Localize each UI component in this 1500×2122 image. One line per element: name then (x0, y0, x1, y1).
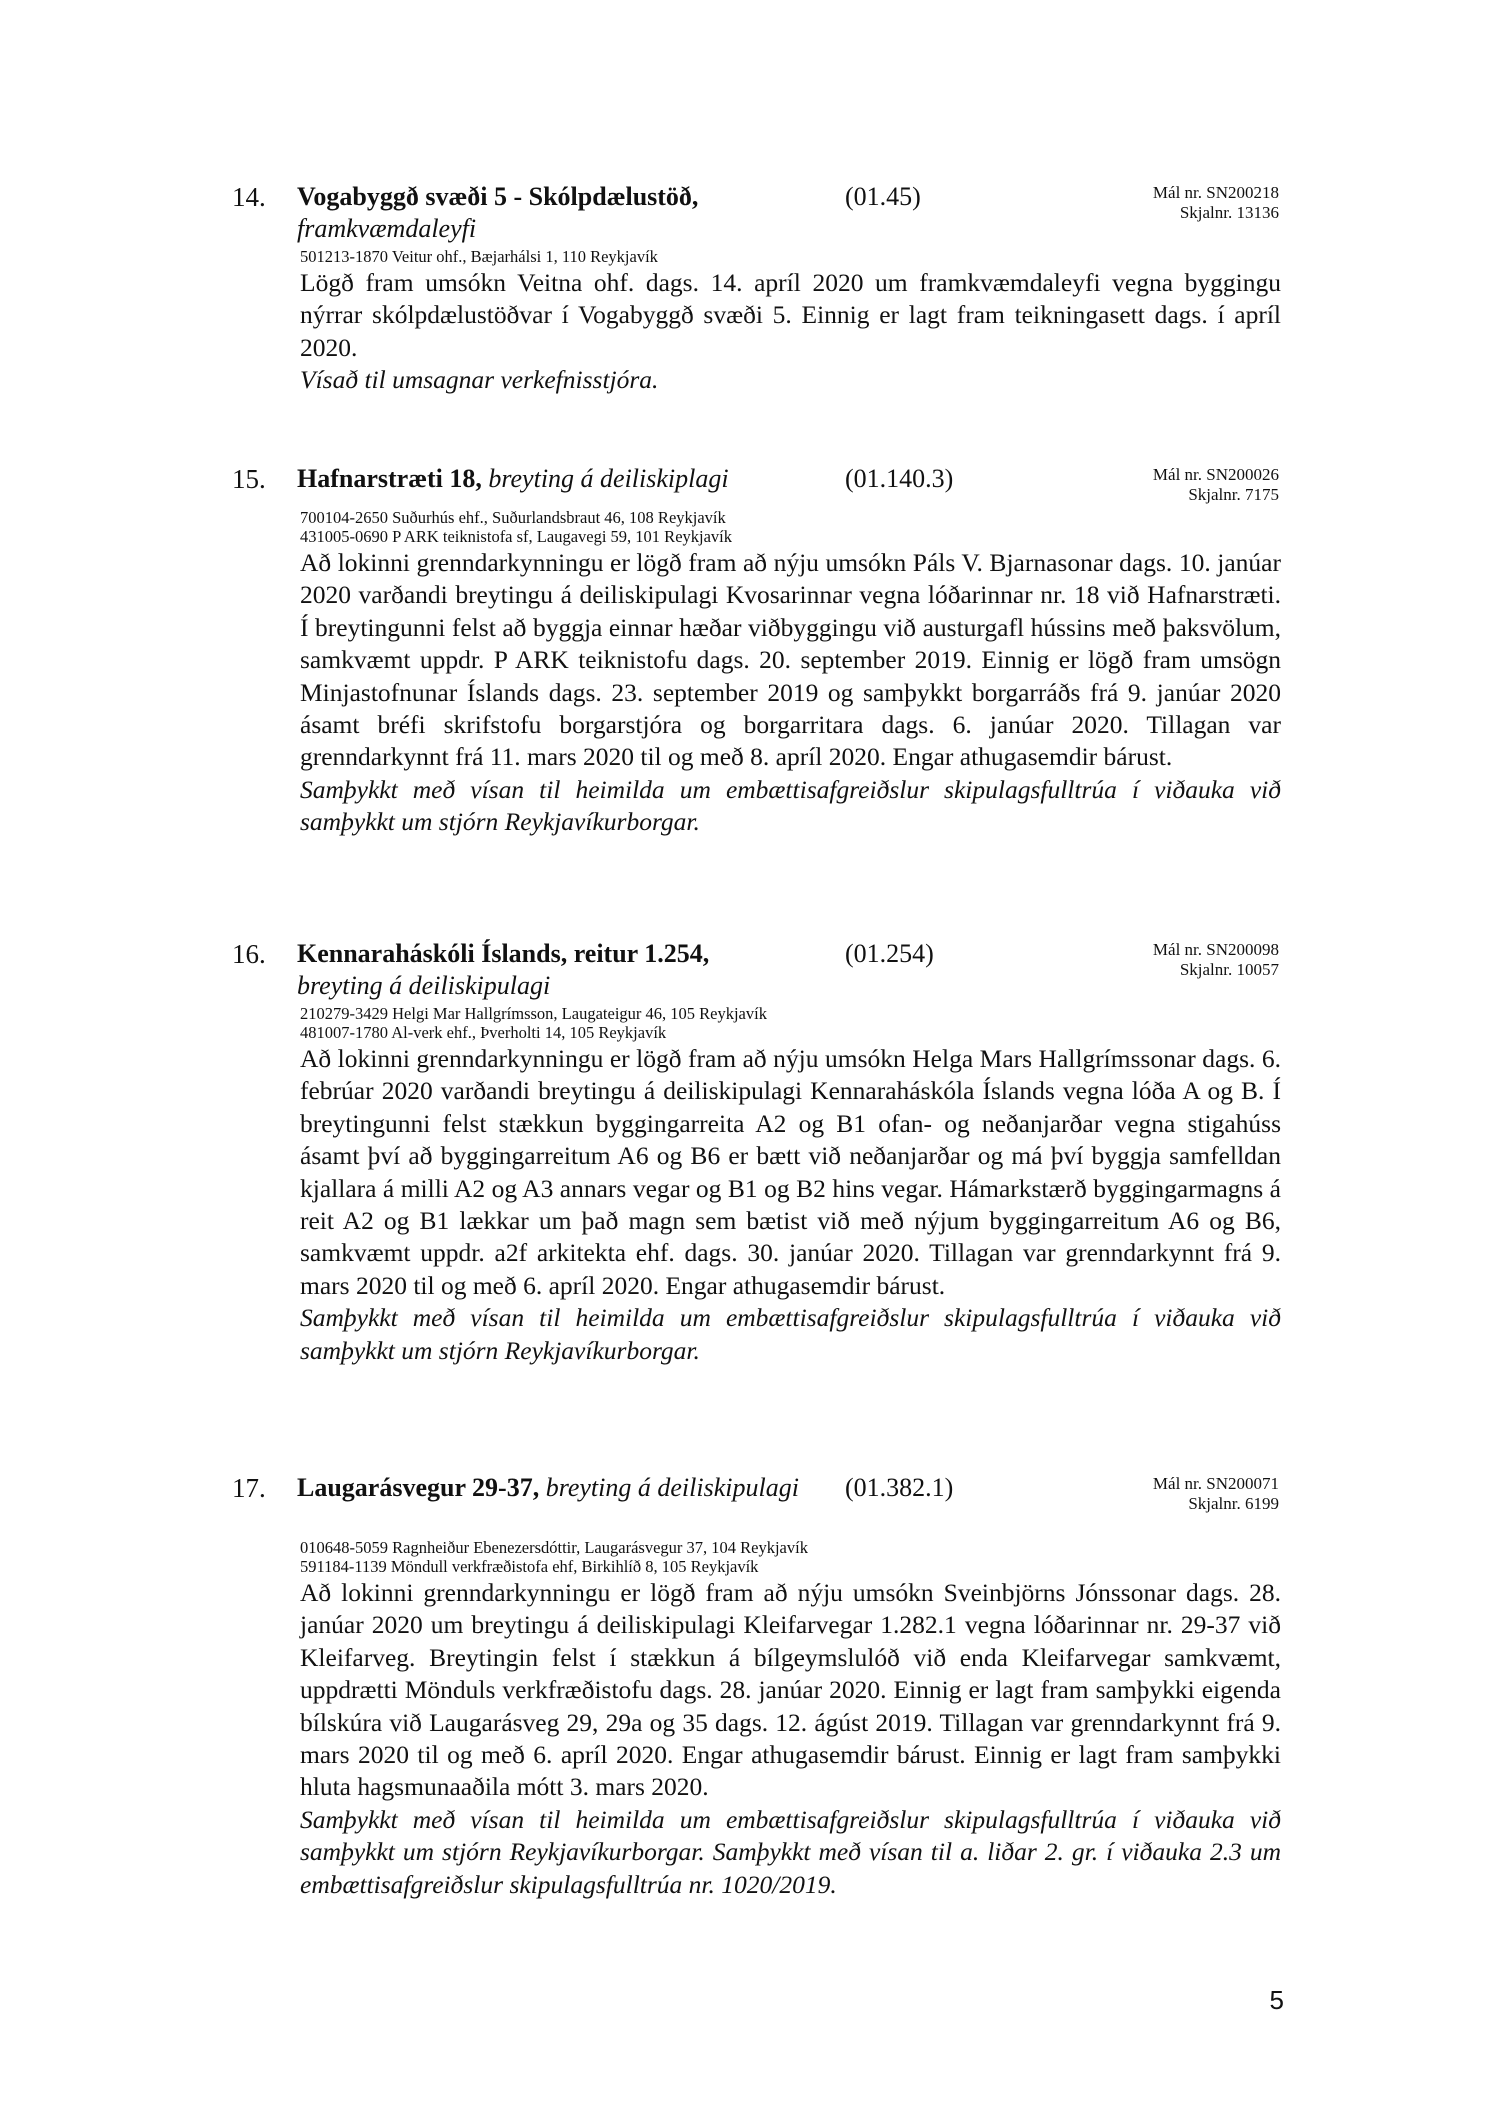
item-meta (1153, 940, 1279, 980)
item-description: Að lokinni grenndarkynningu er lögð fram að nýju umsókn Sveinbjörns Jónssonar dags. 28. janúar 2020 um breytingu á deiliskipulagi Kleifarvegar 1.282.1 vegna lóðarinnar nr. 29-37 við Kleifarveg. Breytingin felst í stækkun á bílgeymslulóð við enda Kleifarvegar samkvæmt, uppdrætti Mönduls verkfræðistofu dags. 28. janúar 2020. Einnig er lagt fram samþykki eigenda bílskúra við Laugarásveg 29, 29a og 35 dags. 12. ágúst 2019. Tillagan var grenndarkynnt frá 9. mars 2020 til og með 6. apríl 2020. Engar athugasemdir bárust. Einnig er lagt fram samþykki hluta hagsmunaaðila mótt 3. mars 2020. (300, 1578, 1281, 1802)
item-code: (01.140.3) (845, 464, 954, 493)
mal-nr: Mál nr. SN200218 (1152, 183, 1279, 202)
item-description: Lögð fram umsókn Veitna ohf. dags. 14. apríl 2020 um framkvæmdaleyfi vegna byggingu nýrrar skólpdælustöðvar í Vogabyggð svæði 5. Einnig er lagt fram teikningasett dags. í apríl 2020. (300, 268, 1281, 362)
item-number: 15. (232, 464, 266, 494)
applicant: 501213-1870 Veitur ohf., Bæjarhálsi 1, 110 Reykjavík (300, 247, 658, 266)
applicant-list (300, 508, 732, 546)
item-meta (1153, 183, 1279, 223)
applicant: 481007-1780 Al-verk ehf., Þverholti 14, 105 Reykjavík (300, 1023, 667, 1042)
applicant: 010648-5059 Ragnheiður Ebenezersdóttir, Laugarásvegur 37, 104 Reykjavík (300, 1538, 808, 1557)
item-body (300, 1043, 1281, 1367)
item-title-italic: framkvæmdaleyfi (297, 214, 477, 243)
skjalnr: Skjalnr. 6199 (1188, 1494, 1279, 1513)
applicant: 700104-2650 Suðurhús ehf., Suðurlandsbraut 46, 108 Reykjavík (300, 508, 726, 527)
item-title-bold: Vogabyggð svæði 5 - Skólpdælustöð, (297, 182, 699, 211)
item-title-italic: breyting á deiliskipulagi (545, 1473, 799, 1502)
item-title (297, 938, 857, 1002)
mal-nr: Mál nr. SN200071 (1152, 1474, 1279, 1493)
item-title-bold: Kennaraháskóli Íslands, reitur 1.254, (297, 939, 710, 968)
mal-nr: Mál nr. SN200026 (1152, 465, 1279, 484)
applicant: 591184-1139 Möndull verkfræðistofa ehf, Birkihlíð 8, 105 Reykjavík (300, 1557, 759, 1576)
item-title (297, 181, 857, 245)
item-number: 16. (232, 939, 266, 969)
mal-nr: Mál nr. SN200098 (1152, 940, 1279, 959)
item-decision: Vísað til umsagnar verkefnisstjóra. (300, 365, 659, 395)
item-code: (01.45) (845, 182, 921, 211)
item-title-bold: Laugarásvegur 29-37, (297, 1473, 540, 1502)
item-body (300, 547, 1281, 839)
item-meta (1153, 1474, 1279, 1514)
item-body (300, 267, 1281, 397)
item-body (300, 1577, 1281, 1901)
item-number: 17. (232, 1473, 266, 1503)
item-code: (01.382.1) (845, 1473, 954, 1502)
page-number: 5 (1269, 1985, 1284, 2015)
applicant: 210279-3429 Helgi Mar Hallgrímsson, Laugateigur 46, 105 Reykjavík (300, 1004, 767, 1023)
item-number: 14. (232, 182, 266, 212)
skjalnr: Skjalnr. 13136 (1179, 203, 1279, 222)
item-decision: Samþykkt með vísan til heimilda um embættisafgreiðslur skipulagsfulltrúa í viðauka við samþykkt um stjórn Reykjavíkurborgar. (300, 774, 1281, 837)
applicant-list (300, 247, 658, 266)
applicant-list (300, 1004, 767, 1042)
item-code: (01.254) (845, 939, 934, 968)
item-meta (1153, 465, 1279, 505)
item-description: Að lokinni grenndarkynningu er lögð fram að nýju umsókn Helga Mars Hallgrímssonar dags. 6. febrúar 2020 varðandi breytingu á deiliskipulagi Kennaraháskóla Íslands vegna lóða A og B. Í breytingunni felst stækkun byggingarreita A2 og B1 ofan- og neðanjarðar vegna stigahúss ásamt því að byggingarreitum A6 og B6 er bætt við neðanjarðar og má því byggja samfelldan kjallara á milli A2 og A3 annars vegar og B1 og B2 hins vegar. Hámarkstærð byggingarmagns á reit A2 og B1 lækkar um það magn sem bætist við með nýjum byggingarreitum A6 og B6, samkvæmt uppdr. a2f arkitekta ehf. dags. 30. janúar 2020. Tillagan var grenndarkynnt frá 9. mars 2020 til og með 6. apríl 2020. Engar athugasemdir bárust. (300, 1044, 1281, 1300)
skjalnr: Skjalnr. 10057 (1179, 960, 1279, 979)
item-title (297, 463, 857, 495)
item-description: Að lokinni grenndarkynningu er lögð fram að nýju umsókn Páls V. Bjarnasonar dags. 10. janúar 2020 varðandi breytingu á deiliskipulagi Kvosarinnar vegna lóðarinnar nr. 18 við Hafnarstræti. Í breytingunni felst að byggja einnar hæðar viðbyggingu við austurgafl hússins með þaksvölum, samkvæmt uppdr. P ARK teiknistofu dags. 20. september 2019. Einnig er lögð fram umsögn Minjastofnunar Íslands dags. 23. september 2019 og samþykkt borgarráðs frá 9. janúar 2020 ásamt bréfi skrifstofu borgarstjóra og borgarritara dags. 6. janúar 2020. Tillagan var grenndarkynnt frá 11. mars 2020 til og með 8. apríl 2020. Engar athugasemdir bárust. (300, 548, 1281, 772)
applicant-list (300, 1538, 808, 1576)
item-title-bold: Hafnarstræti 18, (297, 464, 482, 493)
item-title (297, 1472, 857, 1504)
skjalnr: Skjalnr. 7175 (1188, 485, 1279, 504)
item-decision: Samþykkt með vísan til heimilda um embættisafgreiðslur skipulagsfulltrúa í viðauka við samþykkt um stjórn Reykjavíkurborgar. Samþykkt með vísan til a. liðar 2. gr. í viðauka 2.3 um embættisafgreiðslur skipulagsfulltrúa nr. 1020/2019. (300, 1804, 1281, 1899)
applicant: 431005-0690 P ARK teiknistofa sf, Laugavegi 59, 101 Reykjavík (300, 527, 733, 546)
item-decision: Samþykkt með vísan til heimilda um embættisafgreiðslur skipulagsfulltrúa í viðauka við samþykkt um stjórn Reykjavíkurborgar. (300, 1303, 1281, 1365)
item-title-italic: breyting á deiliskiplagi (488, 464, 729, 493)
item-title-italic: breyting á deiliskipulagi (297, 971, 551, 1000)
